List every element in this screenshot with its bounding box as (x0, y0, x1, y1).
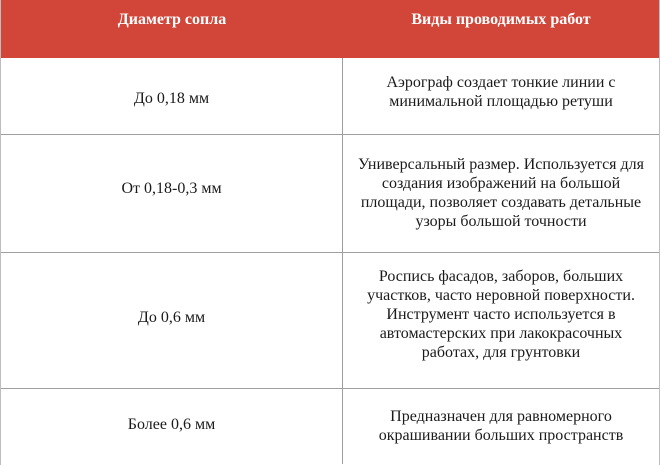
table-header (1, 0, 659, 58)
diameter-text: Более 0,6 мм (127, 416, 216, 433)
work-cell (343, 253, 659, 388)
diameter-text: До 0,6 мм (137, 309, 206, 326)
work-text: Роспись фасадов, заборов, больших участков, часто неровной поверхности. Инструмент часто используется в автомастерских при лакокрасочных работах, для грунтовки (367, 268, 635, 361)
table-row (1, 389, 659, 464)
diameter-cell (1, 389, 343, 464)
header-work-types-label: Виды проводимых работ (411, 11, 591, 28)
table-row (1, 58, 659, 135)
header-work-types (343, 0, 659, 58)
diameter-text: От 0,18-0,3 мм (121, 180, 222, 197)
table-row (1, 253, 659, 389)
table-row (1, 135, 659, 253)
diameter-cell (1, 58, 343, 134)
diameter-cell (1, 253, 343, 388)
work-cell (343, 58, 659, 134)
work-text: Предназначен для равномерного окрашивании больших пространств (378, 407, 624, 444)
header-nozzle-diameter-label: Диаметр сопла (117, 11, 227, 28)
diameter-cell (1, 135, 343, 252)
work-cell (343, 389, 659, 464)
work-text: Аэрограф создает тонкие линии с минимальной площадью ретуши (386, 74, 616, 110)
work-text: Универсальный размер. Используется для создания изображений на большой площади, позволяет создавать детальные узоры большой точности (357, 155, 645, 230)
header-nozzle-diameter (1, 0, 343, 58)
work-cell (343, 135, 659, 252)
diameter-text: До 0,18 мм (133, 89, 210, 107)
